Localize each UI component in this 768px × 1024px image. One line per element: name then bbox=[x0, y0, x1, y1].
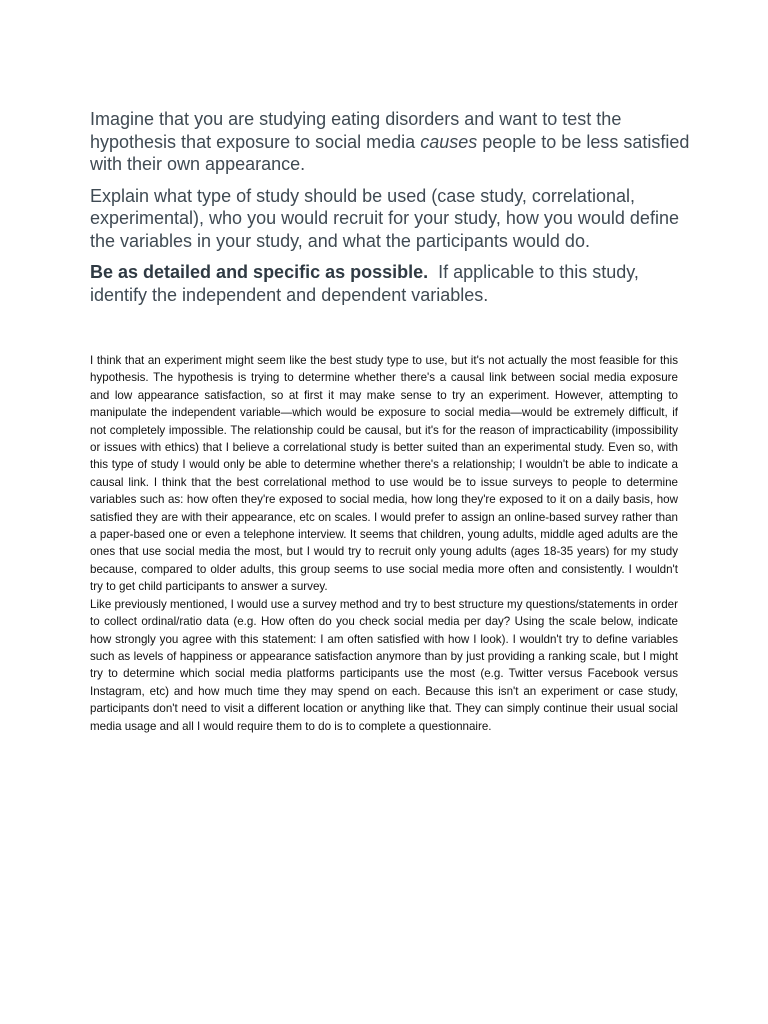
prompt-text: Imagine that you are studying eating disorders and want to test the hypothesis that exposure to social media bbox=[90, 109, 622, 152]
prompt-bold-instruction: Be as detailed and specific as possible. bbox=[90, 262, 429, 282]
assignment-prompt bbox=[90, 108, 690, 315]
answer-paragraph-1: I think that an experiment might seem like the best study type to use, but it's not actually the most feasible for this hypothesis. The hypothesis is trying to determine whether there's a causal link between social media exposure and low appearance satisfaction, so at first it may make sense to try an experiment. However, attempting to manipulate the independent variable—which would be exposure to social media—would be extremely difficult, if not completely impossible. The relationship could be causal, but it's for the reason of impracticability (impossibility or issues with ethics) that I believe a correlational study is better suited than an experimental study. Even so, with this type of study I would only be able to determine whether there's a relationship; I wouldn't be able to indicate a causal link. I think that the best correlational method to use would be to issue surveys to people to determine variables such as: how often they're exposed to social media, how long they're exposed to it on a daily basis, how satisfied they are with their appearance, etc on scales. I would prefer to assign an online-based survey rather than a paper-based one or even a telephone interview. It seems that children, young adults, middle aged adults are the ones that use social media the most, but I would try to recruit only young adults (ages 18-35 years) for my study because, compared to older adults, this group seems to use social media more often and consistently. I wouldn't try to get child participants to answer a survey. bbox=[90, 354, 678, 594]
prompt-paragraph-1 bbox=[90, 108, 690, 176]
prompt-text: people to be less satisfied with their own appearance. bbox=[90, 131, 690, 174]
student-answer bbox=[90, 352, 678, 735]
prompt-emphasis: causes bbox=[420, 131, 478, 152]
answer-paragraph-2: Like previously mentioned, I would use a survey method and try to best structure my questions/statements in order to collect ordinal/ratio data (e.g. How often do you check social media per day? Using the scale below, indicate how strongly you agree with this statement: I am often satisfied with how I look). I wouldn't try to define variables such as levels of happiness or appearance satisfaction anymore than by just providing a ranking scale, but I might try to determine which social media platforms participants use the most (e.g. Twitter versus Facebook versus Instagram, etc) and how much time they may spend on each. Because this isn't an experiment or case study, participants don't need to visit a different location or anything like that. They can simply continue their usual social media usage and all I would require them to do is to complete a questionnaire. bbox=[90, 597, 678, 733]
prompt-text: If applicable to this study, identify the independent and dependent variables. bbox=[90, 262, 644, 305]
prompt-paragraph-2: Explain what type of study should be used (case study, correlational, experimental), who you would recruit for your study, how you would define the variables in your study, and what the participants would do. bbox=[90, 185, 679, 251]
prompt-paragraph-3 bbox=[90, 261, 690, 306]
